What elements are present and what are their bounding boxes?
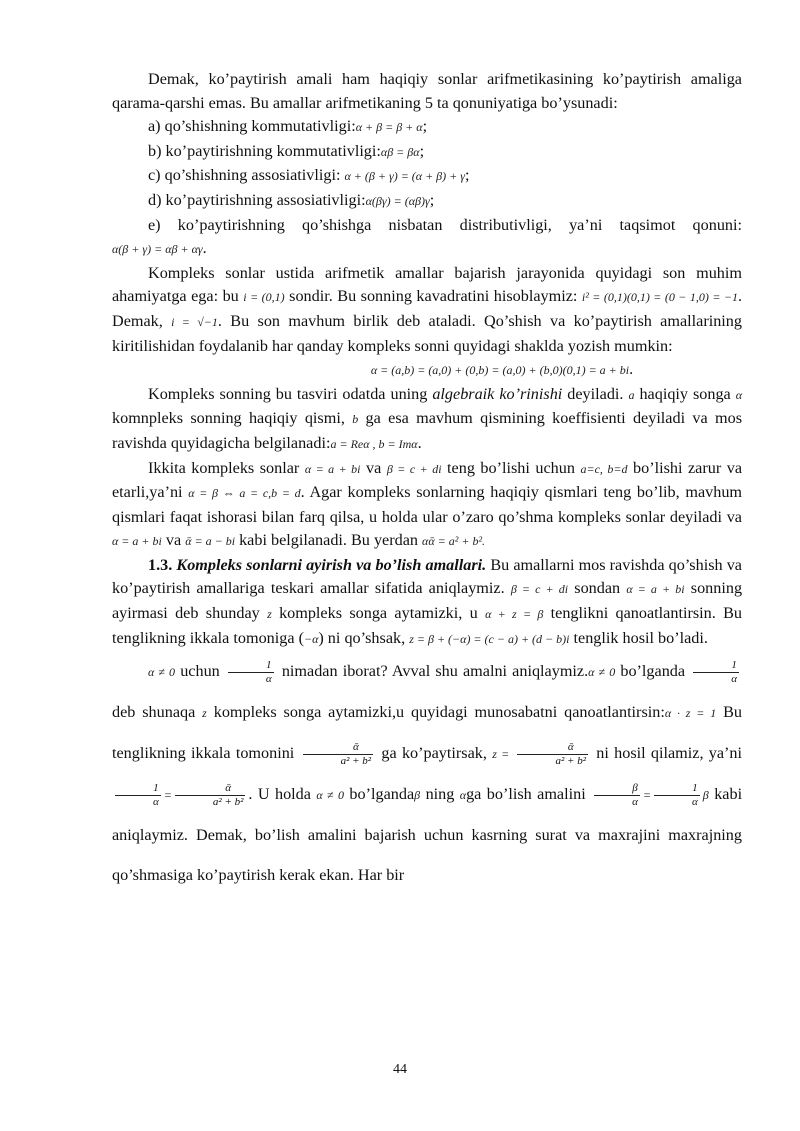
fraction [303, 741, 374, 768]
denominator: a² + b² [340, 755, 372, 768]
denominator: α [632, 796, 638, 809]
law-b-formula: αβ = βα [380, 144, 420, 159]
text: sondan [574, 579, 621, 598]
text: ) ni qo’shsak, [318, 628, 406, 647]
law-b: b) ko’paytirishning kommutativligi:αβ = βα; [148, 141, 425, 160]
text: sondir. Bu sonning kavadratini hisoblaymiz: [289, 287, 578, 306]
numerator: ᾱ [175, 782, 246, 796]
formula: α ≠ 0 [588, 665, 616, 680]
text: ga ko’paytirsak, [381, 744, 487, 763]
formula: z [267, 607, 272, 622]
text: ning [425, 785, 455, 804]
text: sonning ayirmasi deb shunday [112, 579, 743, 623]
fraction [228, 659, 274, 686]
formula-text: α = (a,b) = (a,0) + (0,b) = (a,0) + (b,0)(0,1) = a + bi [370, 363, 630, 378]
law-d-text: d) ko’paytirishning assosiativligi: [148, 190, 366, 209]
text: . Bu son mavhum birlik deb ataladi. Qo’shish va ko’paytirish amallarining kiritilishidan foydalanib har qanday kompleks sonni quyidagi shaklda yozish mumkin: [112, 311, 742, 355]
section-title: Kompleks sonlarni ayirish va bo’lish amallari. [176, 555, 487, 574]
formula: = [163, 788, 172, 803]
text: bo’lganda [349, 785, 415, 804]
paragraph-division [112, 651, 742, 895]
law-c: c) qo’shishning assosiativligi: α + (β + γ) = (α + β) + γ; [148, 166, 470, 185]
paragraph-intro: Demak, ko’paytirish amali ham haqiqiy sonlar arifmetikasining ko’paytirish amaliga qarama-qarshi emas. Bu amallar arifmetikaning 5 ta qonuniyatiga bo’ysunadi: [112, 70, 742, 112]
text: Ikkita kompleks sonlar [148, 458, 300, 477]
formula: αᾱ = a² + b². [422, 534, 486, 549]
formula: α = a + bi [626, 582, 685, 597]
formula: b [352, 412, 359, 427]
formula: a=c, b=d [580, 461, 628, 476]
numerator: 1 [654, 782, 700, 796]
law-a: a) qo’shishning kommutativligi:α + β = β + α; [148, 117, 428, 136]
text: . Agar kompleks sonlarning haqiqiy qismlari teng bo’lib, mavhum qismlari faqat ishorasi bilan farq qilsa, u holda ular o’zaro qo’shma kompleks sonlar deyiladi va [112, 483, 743, 526]
formula-re-im: a = Reα , b = Imα [330, 436, 418, 451]
law-d: d) ko’paytirishning assosiativligi:α(βγ) = (αβ)γ; [148, 190, 435, 209]
text: kabi aniqlaymiz. Demak, bo’lish amalini bajarish uchun kasrning surat va maxrajini maxrajning qo’shmasiga ko’paytirish kerak ekan. Har bir [112, 785, 743, 885]
formula: α · z = 1 [664, 706, 717, 721]
formula: α ≠ 0 [316, 788, 344, 803]
denominator: α [265, 673, 272, 686]
text: tenglikni qanoatlantirsin. Bu tenglikning ikkala tomoniga ( [112, 604, 742, 647]
denominator: α [731, 673, 738, 686]
text: kompleks songa aytamizki,u quyidagi munosabatni qanoatlantirsin: [213, 703, 665, 722]
paragraph-equality [112, 457, 742, 554]
page-body [112, 68, 742, 895]
fraction [175, 782, 246, 809]
text: kompleks songa aytamizki, u [279, 604, 478, 623]
numerator: 1 [115, 782, 161, 796]
text: Bu amallarni mos ravishda qo’shish va ko’paytirish amallariga teskari amallar sifatida aniqlaymiz. [112, 555, 742, 598]
fraction [115, 782, 161, 809]
section-number: 1.3. [148, 555, 173, 574]
law-c-text: c) qo’shishning assosiativligi: [148, 166, 341, 185]
formula: α [735, 387, 743, 402]
formula: a [628, 387, 635, 402]
text: . U holda [248, 785, 311, 804]
formula: z [202, 706, 207, 721]
section-1-3 [112, 554, 742, 651]
formula: α + z = β [485, 607, 544, 622]
text: komnpleks sonning haqiqiy qismi, [112, 409, 345, 428]
formula: z = [492, 747, 510, 762]
text: ga bo’lish amalini [466, 785, 586, 804]
denominator: α [153, 796, 159, 809]
text: Bu tenglikning ikkala tomonini [112, 703, 742, 763]
law-e: e) ko’paytirishning qo’shishga nisbatan distributivligi, ya’ni taqsimot qonuni: α(β + γ) = αβ + αγ. [112, 215, 742, 258]
fraction [517, 741, 588, 768]
formula-algebraic-form: α = (a,b) = (a,0) + (0,b) = (a,0) + (b,0)(0,1) = a + bi. [370, 360, 634, 379]
numerator: ᾱ [303, 741, 374, 755]
formula: α = β ⇔ a = c,b = d [188, 486, 301, 501]
text: bo’lishi zarur va etarli,ya’ni [112, 458, 743, 502]
text: . Demak, [112, 287, 743, 330]
text: kabi belgilanadi. Bu yerdan [239, 531, 418, 550]
text: nimadan iborat? Avval shu amalni aniqlaymiz. [281, 662, 589, 681]
emphasis-term: algebraik ko’rinishi [432, 384, 563, 403]
text: va [366, 458, 382, 477]
denominator: α [692, 796, 698, 809]
law-a-formula: α + β = β + α [355, 120, 423, 135]
numerator: β [594, 782, 640, 796]
denominator: a² + b² [212, 796, 244, 809]
text: teng bo’lishi uchun [447, 458, 575, 477]
numerator: 1 [228, 659, 274, 673]
text: Kompleks sonning bu tasviri odatda uning [148, 384, 428, 403]
text: uchun [180, 662, 220, 681]
formula: α = a + bi [304, 461, 361, 476]
text: ga esa mavhum qismining koeffisienti deyiladi va mos ravishda quyidagicha belgilanadi: [112, 409, 742, 452]
formula: α = a + bi [112, 534, 162, 549]
text: bo’lganda [620, 662, 686, 681]
text: va [165, 531, 182, 550]
formula-difference: z = β + (−α) = (c − a) + (d − b)i [409, 631, 570, 646]
formula: α ≠ 0 [148, 665, 176, 680]
text: haqiqiy songa [639, 384, 731, 403]
law-e-text: e) ko’paytirishning qo’shishga nisbatan distributivligi, ya’ni taqsimot qonuni: [148, 215, 742, 234]
formula-conjugate: ᾱ = a − bi [185, 534, 236, 549]
text: tenglik hosil bo’ladi. [573, 628, 708, 647]
text: deyiladi. [567, 384, 624, 403]
numerator: 1 [693, 659, 739, 673]
fraction [693, 659, 739, 686]
denominator: a² + b² [555, 755, 586, 768]
law-e-formula: α(β + γ) = αβ + αγ [112, 242, 203, 257]
law-a-text: a) qo’shishning kommutativligi: [148, 117, 356, 136]
formula-i: i = (0,1) [243, 290, 285, 305]
page-number: 44 [393, 1062, 407, 1077]
formula: β [414, 788, 421, 803]
text: Kompleks sonlar ustida arifmetik amallar bajarish jarayonida quyidagi son muhim ahamiyatga ega: bu [112, 263, 742, 306]
formula-sqrt: i = √−1 [171, 314, 218, 329]
law-c-formula: α + (β + γ) = (α + β) + γ [344, 169, 465, 184]
fraction [594, 782, 640, 809]
formula: −α [303, 631, 319, 646]
fraction [654, 782, 700, 809]
law-b-text: b) ko’paytirishning kommutativligi: [148, 141, 381, 160]
formula: β = c + di [386, 461, 442, 476]
text: deb shunaqa [112, 703, 196, 722]
formula: α [459, 788, 467, 803]
law-d-formula: α(βγ) = (αβ)γ [365, 193, 430, 208]
formula-i-squared: i² = (0,1)(0,1) = (0 − 1,0) = −1 [581, 290, 738, 305]
paragraph-algebraic-form: Kompleks sonning bu tasviri odatda uning algebraik ko’rinishi deyiladi. a haqiqiy songa α komnpleks sonning haqiqiy qismi, b ga esa mavhum qismining koeffisienti deyiladi va mos ravishda quyidagicha belgilanadi:a = Reα , b = Imα. [112, 384, 743, 452]
paragraph-imaginary-unit [112, 262, 742, 358]
text: ni hosil qilamiz, ya’ni [596, 744, 743, 763]
numerator: ᾱ [517, 741, 588, 755]
formula: β [702, 788, 709, 803]
formula: = [642, 788, 652, 803]
formula: β = c + di [510, 582, 569, 597]
